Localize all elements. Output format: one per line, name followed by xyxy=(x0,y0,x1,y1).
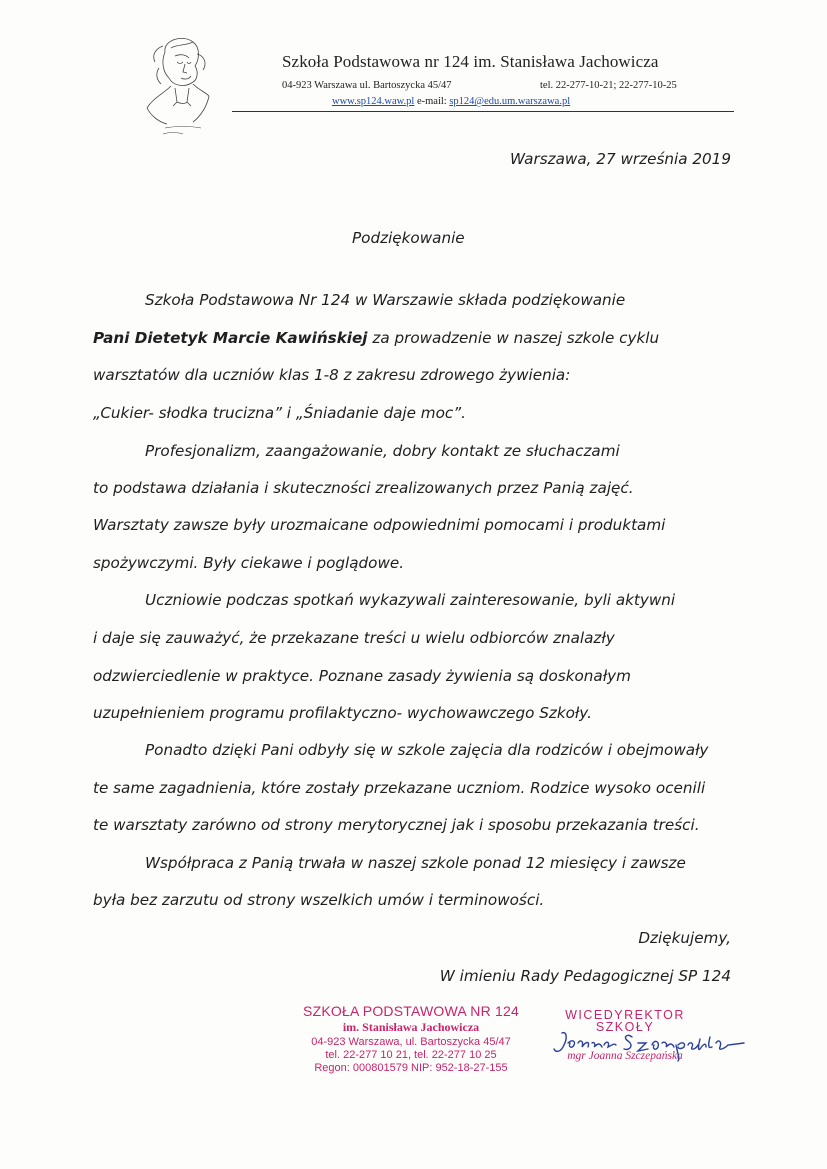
paragraph-line: to podstawa działania i skuteczności zrealizowanych przez Panią zajęć. xyxy=(93,479,634,497)
paragraph-line: Profesjonalizm, zaangażowanie, dobry kontakt ze słuchaczami xyxy=(145,442,620,460)
letter-heading: Podziękowanie xyxy=(352,229,465,247)
paragraph-line: i daje się zauważyć, że przekazane treści u wielu odbiorców znalazły xyxy=(93,629,615,647)
letter-date: Warszawa, 27 września 2019 xyxy=(510,150,731,168)
school-stamp xyxy=(296,1003,526,1074)
paragraph-line: Warsztaty zawsze były urozmaicane odpowiednimi pomocami i produktami xyxy=(93,516,666,534)
stamp-school-name: SZKOŁA PODSTAWOWA NR 124 xyxy=(303,1003,519,1019)
stamp-phone: tel. 22-277 10 21, tel. 22-277 10 25 xyxy=(325,1049,497,1061)
stamp-registry: Regon: 000801579 NIP: 952-18-27-155 xyxy=(314,1062,508,1074)
recipient-name: Pani Dietetyk Marcie Kawińskiej xyxy=(93,329,368,347)
school-name: Szkoła Podstawowa nr 124 im. Stanisława Jachowicza xyxy=(282,52,659,71)
paragraph-line: warsztatów dla uczniów klas 1-8 z zakresu zdrowego żywienia: xyxy=(93,366,571,384)
closing: Dziękujemy, xyxy=(638,929,731,947)
on-behalf-line: W imieniu Rady Pedagogicznej SP 124 xyxy=(439,967,731,985)
website-link[interactable]: www.sp124.waw.pl xyxy=(332,96,415,107)
school-address: 04-923 Warszawa ul. Bartoszycka 45/47 xyxy=(282,80,452,91)
paragraph-line: te same zagadnienia, które zostały przekazane uczniom. Rodzice wysoko ocenili xyxy=(93,779,706,797)
paragraph-line: Współpraca z Panią trwała w naszej szkole ponad 12 miesięcy i zawsze xyxy=(145,854,686,872)
school-patron-portrait-logo xyxy=(135,32,225,144)
paragraph-line: odzwierciedlenie w praktyce. Poznane zasady żywienia są doskonałym xyxy=(93,667,631,685)
paragraph-line: „Cukier- słodka trucizna” i „Śniadanie daje moc”. xyxy=(93,404,466,422)
paragraph-text: za prowadzenie w naszej szkole cyklu xyxy=(367,329,660,347)
stamp-patron: im. Stanisława Jachowicza xyxy=(342,1020,480,1034)
school-phone: tel. 22-277-10-21; 22-277-10-25 xyxy=(540,80,677,91)
email-label: e-mail: xyxy=(416,96,447,107)
paragraph-line: Ponadto dzięki Pani odbyły się w szkole zajęcia dla rodziców i obejmowały xyxy=(145,741,709,759)
contact-line xyxy=(332,96,570,107)
paragraph-line: uzupełnieniem programu profilaktyczno- wychowawczego Szkoły. xyxy=(93,704,592,722)
paragraph-line: Szkoła Podstawowa Nr 124 w Warszawie składa podziękowanie xyxy=(145,291,626,309)
stamp-name: mgr Joanna Szczepańska xyxy=(567,1050,683,1062)
paragraph-line: spożywczymi. Były ciekawe i poglądowe. xyxy=(93,554,405,572)
paragraph-line: była bez zarzutu od strony wszelkich umów i terminowości. xyxy=(93,891,545,909)
handwritten-signature xyxy=(548,1025,753,1065)
email-link[interactable]: sp124@edu.um.warszawa.pl xyxy=(449,96,571,107)
stamp-title: WICEDYREKTOR xyxy=(565,1008,685,1022)
stamp-school: SZKOŁY xyxy=(595,1020,655,1034)
paragraph-line xyxy=(93,329,659,347)
header-divider xyxy=(232,111,734,112)
paragraph-line: te warsztaty zarówno od strony merytorycznej jak i sposobu przekazania treści. xyxy=(93,816,700,834)
paragraph-line: Uczniowie podczas spotkań wykazywali zainteresowanie, byli aktywni xyxy=(145,591,676,609)
stamp-address: 04-923 Warszawa, ul. Bartoszycka 45/47 xyxy=(311,1036,511,1048)
